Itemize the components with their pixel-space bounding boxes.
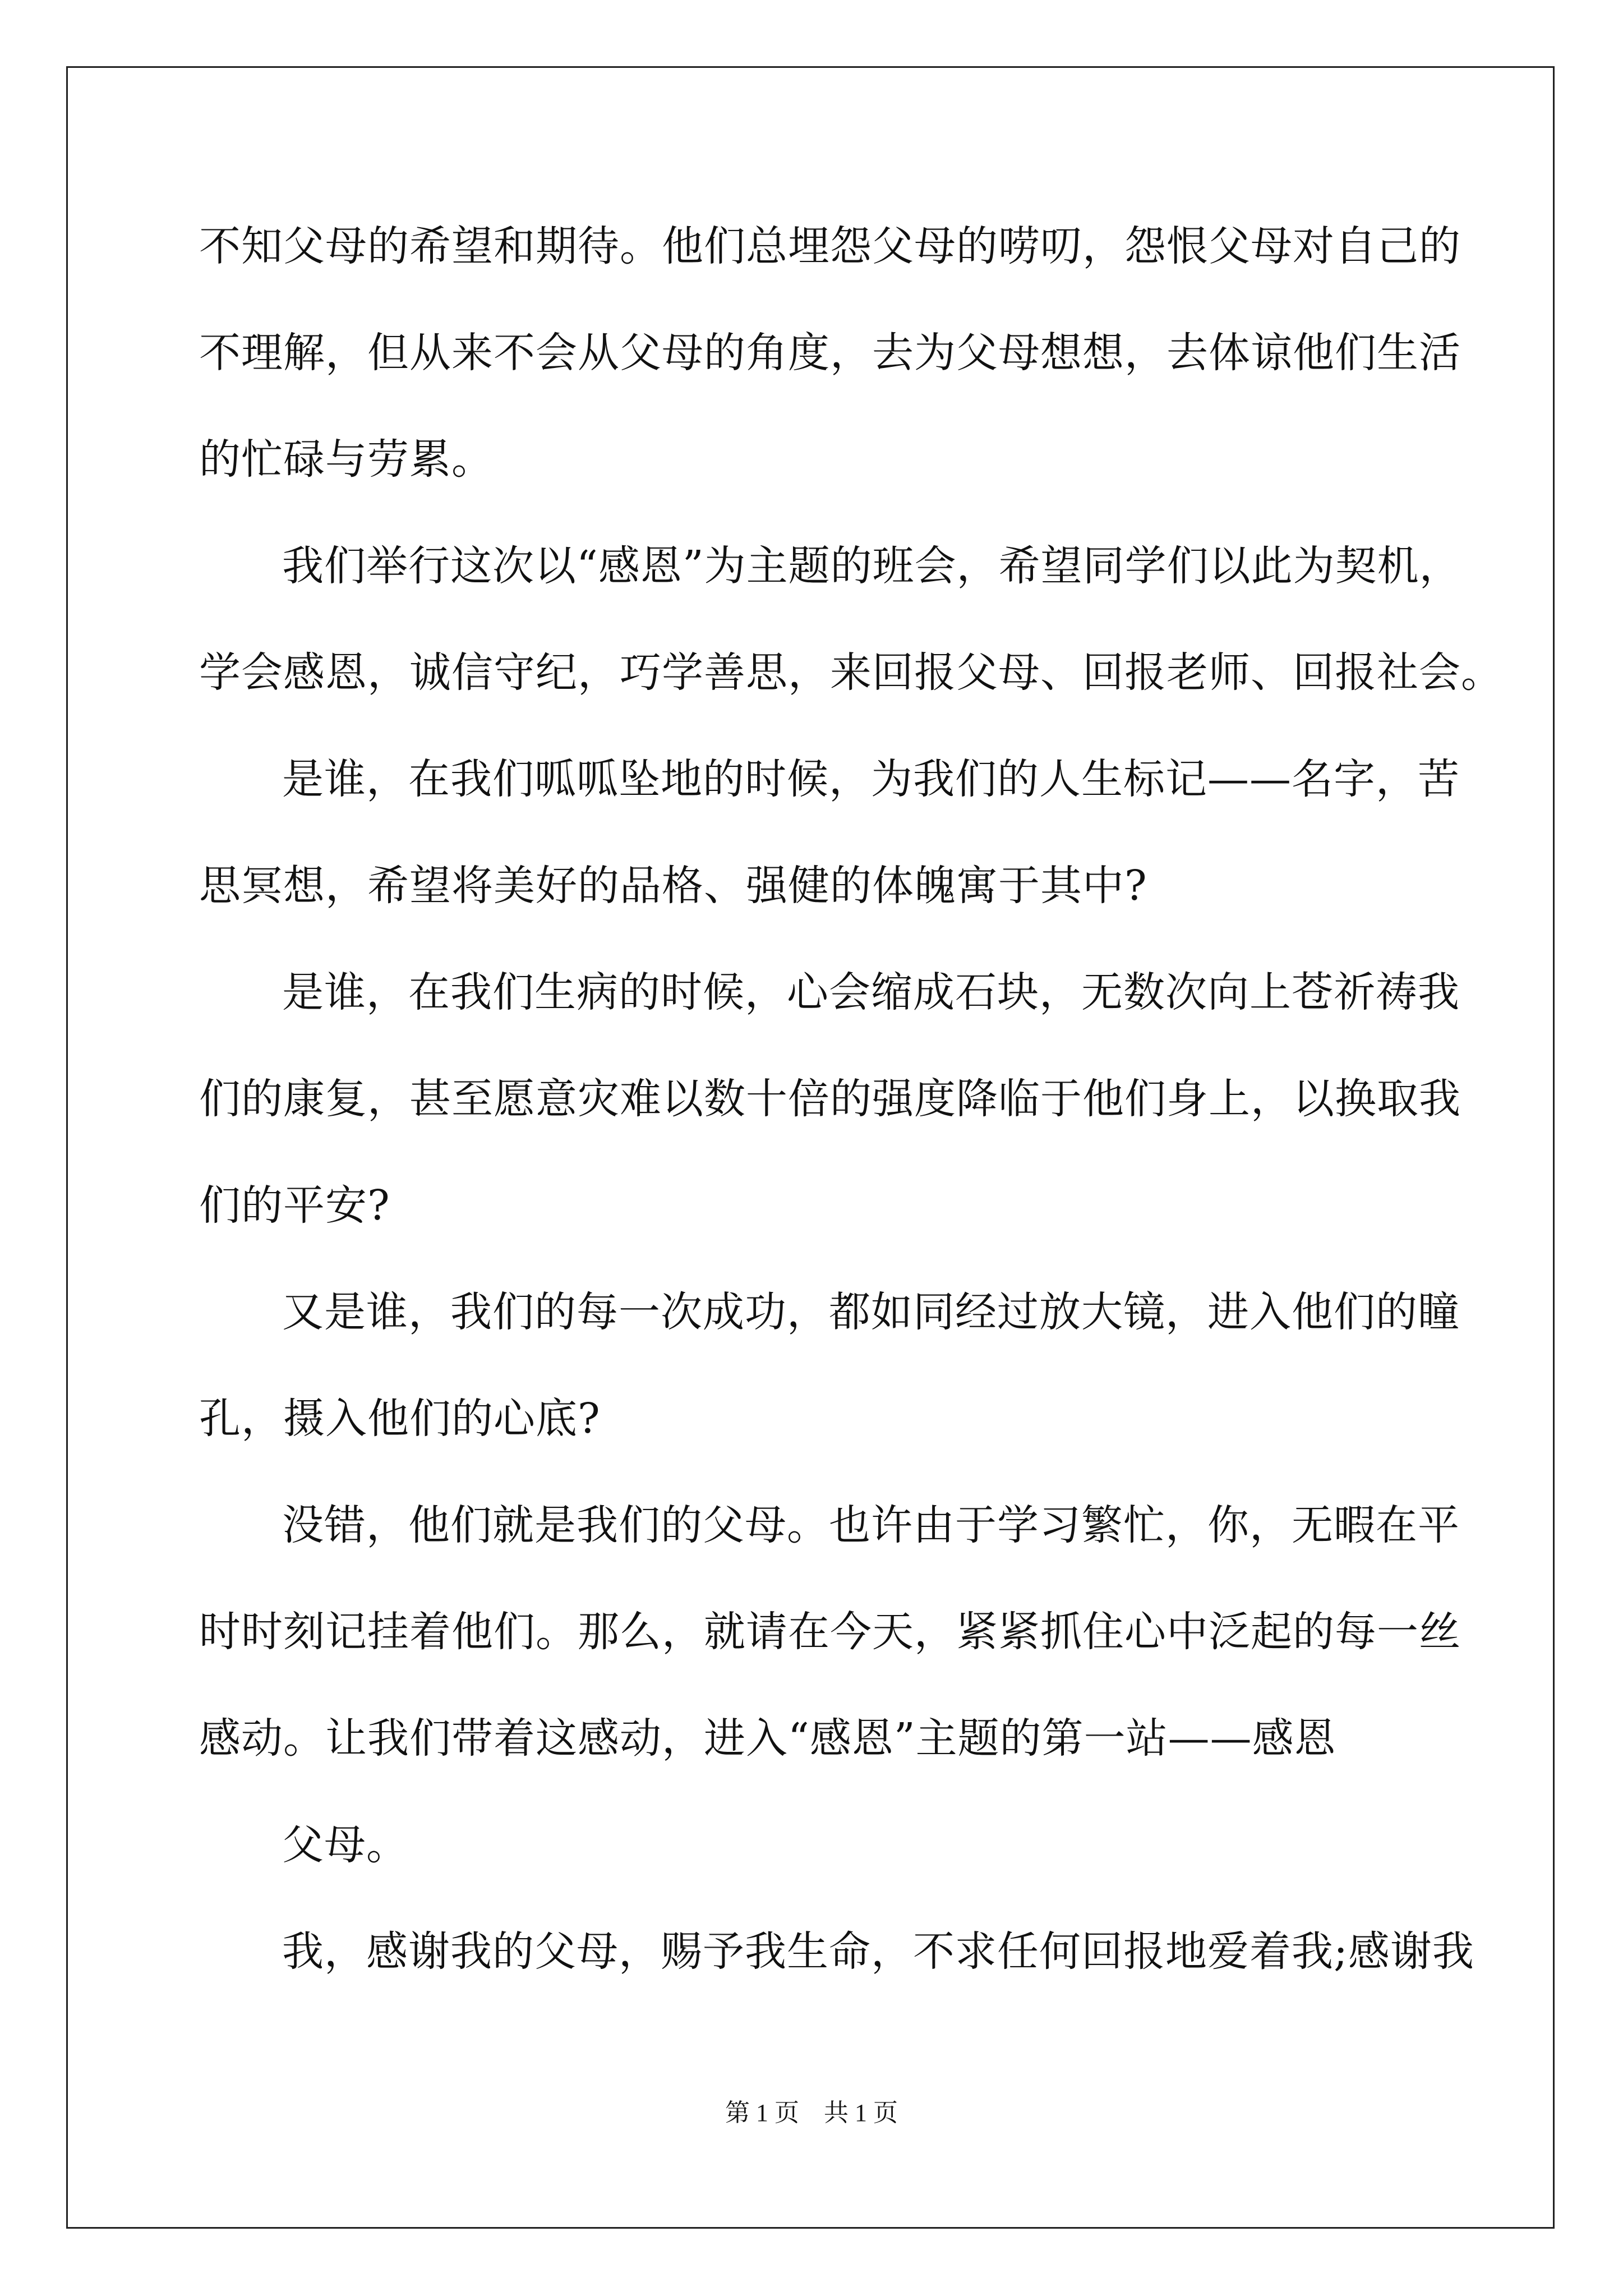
text-line: 学会感恩，诚信守纪，巧学善思，来回报父母、回报老师、回报社会。 <box>199 648 1503 697</box>
text-line: 思冥想，希望将美好的品格、强健的体魄寓于其中? <box>199 862 1147 910</box>
text-line: 我，感谢我的父母，赐予我生命，不求任何回报地爱着我;感谢我 <box>282 1927 1474 1976</box>
text-line: 的忙碌与劳累。 <box>199 435 494 484</box>
text-line: 们的康复，甚至愿意灾难以数十倍的强度降临于他们身上，以换取我 <box>199 1075 1461 1123</box>
text-line: 又是谁，我们的每一次成功，都如同经过放大镜，进入他们的瞳 <box>282 1288 1460 1336</box>
text-line: 们的平安? <box>199 1181 390 1230</box>
text-line: 没错，他们就是我们的父母。也许由于学习繁忙，你，无暇在平 <box>282 1501 1460 1549</box>
text-line: 不知父母的希望和期待。他们总埋怨父母的唠叨，怨恨父母对自己的 <box>199 222 1461 270</box>
text-line: 时时刻记挂着他们。那么，就请在今天，紧紧抓住心中泛起的每一丝 <box>199 1608 1461 1656</box>
text-line: 父母。 <box>282 1821 408 1869</box>
text-line: 孔，摄入他们的心底? <box>199 1395 601 1443</box>
text-line: 是谁，在我们呱呱坠地的时候，为我们的人生标记——名字，苦 <box>282 755 1460 803</box>
text-line: 我们举行这次以“感恩”为主题的班会，希望同学们以此为契机， <box>282 542 1461 590</box>
text-line: 是谁，在我们生病的时候，心会缩成石块，无数次向上苍祈祷我 <box>282 968 1460 1016</box>
page-border <box>66 66 1555 2229</box>
text-line: 感动。让我们带着这感动，进入“感恩”主题的第一站——感恩 <box>199 1714 1336 1763</box>
text-line: 不理解，但从来不会从父母的角度，去为父母想想，去体谅他们生活 <box>199 329 1461 377</box>
page-footer: 第 1 页 共 1 页 <box>725 2099 898 2127</box>
